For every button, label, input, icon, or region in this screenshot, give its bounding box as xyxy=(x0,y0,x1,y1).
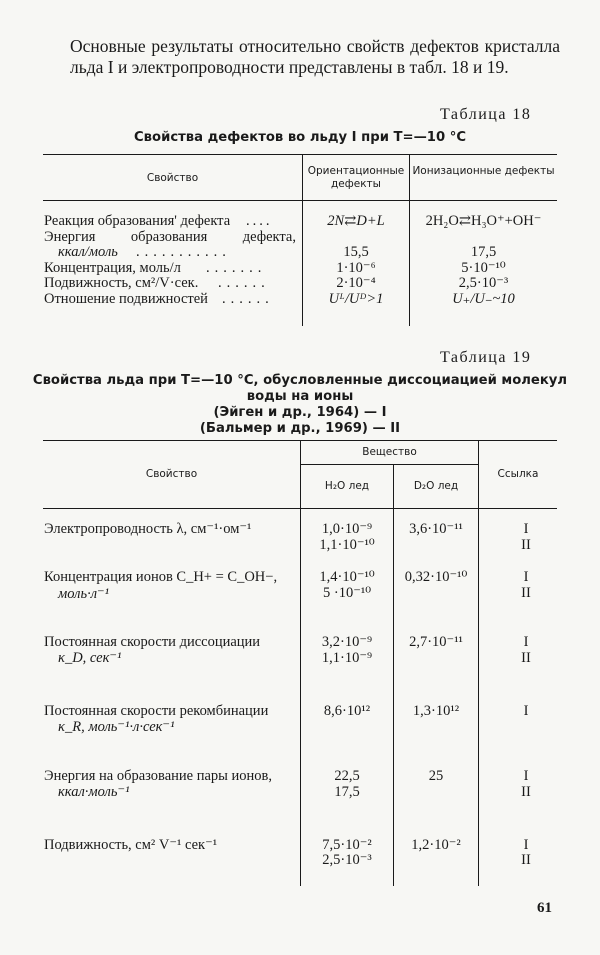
table18-title: Свойства дефектов во льду I при T=—10 °C xyxy=(134,130,466,145)
t19-row2-h2o-b: 5 ·10⁻¹⁰ xyxy=(322,585,372,601)
t18-row4-orient: 1·10⁻⁶ xyxy=(336,260,376,276)
table19-title-line2: воды на ионы xyxy=(246,389,354,404)
table18-header-orient: Ориентационные дефекты xyxy=(307,165,405,190)
t18-row5-orient: 2·10⁻⁴ xyxy=(336,275,376,291)
t19-row2-prop: Концентрация ионов C_H+ = C_OH−, xyxy=(44,569,278,585)
t19-row6-h2o-b: 2,5·10⁻³ xyxy=(322,852,372,868)
t18-row3-ion: 17,5 xyxy=(470,244,497,260)
t18-row3-dots: ........... xyxy=(136,244,231,260)
table19-title-line3: (Эйген и др., 1964) — I xyxy=(213,405,387,420)
t18-row6-dots: ...... xyxy=(222,291,274,307)
table19-header-ref: Ссылка xyxy=(497,468,539,480)
t18-row1-orient: 2N⇄D+L xyxy=(327,213,385,229)
t19-row5-h2o-a: 22,5 xyxy=(334,768,360,784)
t19-row3-d2o: 2,7·10⁻¹¹ xyxy=(409,634,463,650)
t19-row1-ref-a: I xyxy=(523,521,529,537)
t19-row4-prop: Постоянная скорости рекомбинации xyxy=(44,703,269,719)
t18-row5-dots: ...... xyxy=(218,275,270,291)
t19-row5-ref-b: II xyxy=(521,784,531,800)
t18-row4-ion: 5·10⁻¹⁰ xyxy=(461,260,506,276)
t19-row2-ref-b: II xyxy=(521,585,531,601)
t19-row1-h2o-b: 1,1·10⁻¹⁰ xyxy=(319,537,375,553)
table18-caption: Таблица 18 xyxy=(440,106,532,123)
t18-row3-orient: 15,5 xyxy=(343,244,369,260)
t18-row4-dots: ....... xyxy=(206,260,267,276)
table18-header-property: Свойство xyxy=(146,172,199,184)
t19-row6-ref-b: II xyxy=(521,852,531,868)
t18-row1-ion: 2H₂O⇄H₃O⁺+OH⁻ xyxy=(425,213,542,229)
t19-row6-ref-a: I xyxy=(523,837,529,853)
table19-header-h2o: H₂O лед xyxy=(324,480,370,492)
table18-header-rule xyxy=(43,200,557,201)
t19-row6-h2o-a: 7,5·10⁻² xyxy=(322,837,372,853)
table19-substance-rule xyxy=(300,464,478,465)
table18-header-ion: Ионизационные дефекты xyxy=(412,165,555,177)
t18-row6-prop: Отношение подвижностей xyxy=(44,291,208,307)
page-number: 61 xyxy=(537,900,552,916)
t18-row6-ion: U₊/U₋~10 xyxy=(452,291,515,307)
table18-top-rule xyxy=(43,154,557,155)
t19-row1-h2o-a: 1,0·10⁻⁹ xyxy=(321,521,373,537)
t19-row1-d2o: 3,6·10⁻¹¹ xyxy=(409,521,463,537)
t19-row1-ref-b: II xyxy=(521,537,531,553)
table19-title-line4: (Бальмер и др., 1969) — II xyxy=(199,421,401,436)
t19-row3-prop: Постоянная скорости диссоциации xyxy=(44,634,261,650)
t18-row5-prop: Подвижность, см²/V·сек. xyxy=(44,275,199,291)
t19-row6-d2o: 1,2·10⁻² xyxy=(411,837,461,853)
t19-row3-ref-b: II xyxy=(521,650,531,666)
t19-row5-h2o-b: 17,5 xyxy=(334,784,360,800)
t18-row6-orient: Uᴸ/Uᴰ>1 xyxy=(328,291,384,307)
t19-row5-prop: Энергия на образование пары ионов, xyxy=(44,768,273,784)
t19-row5-ref-a: I xyxy=(523,768,529,784)
intro-paragraph: Основные результаты относительно свойств дефектов кристалла льда I и электропроводности представлены в табл. 18 и 19. xyxy=(70,36,560,77)
t18-row1-dots: .... xyxy=(246,213,273,229)
t19-row1-prop: Электропроводность λ, см⁻¹·ом⁻¹ xyxy=(44,521,252,537)
t19-row4-d2o: 1,3·10¹² xyxy=(412,703,460,719)
table19-header-substance: Вещество xyxy=(362,446,417,458)
table19-title-line1: Свойства льда при T=—10 °С, обусловленные диссоциацией молекул xyxy=(32,373,568,388)
t19-row2-prop-units: моль·л⁻¹ xyxy=(58,586,110,602)
table19-header-d2o: D₂O лед xyxy=(413,480,459,492)
t18-row4-prop: Концентрация, моль/л xyxy=(44,260,181,276)
t19-row4-ref-a: I xyxy=(523,703,529,719)
t19-row3-prop-units: κ_D, сек⁻¹ xyxy=(58,650,122,666)
t19-row3-h2o-b: 1,1·10⁻⁹ xyxy=(321,650,373,666)
t19-row4-h2o-a: 8,6·10¹² xyxy=(323,703,371,719)
table19-header-property: Свойство xyxy=(145,468,198,480)
t19-row5-d2o: 25 xyxy=(428,768,444,784)
t19-row6-prop: Подвижность, см² V⁻¹ сек⁻¹ xyxy=(44,837,218,853)
t19-row3-ref-a: I xyxy=(523,634,529,650)
t19-row5-prop-units: ккал·моль⁻¹ xyxy=(58,784,130,800)
t18-row2-prop: Энергия образования дефекта, xyxy=(44,229,296,245)
t19-row3-h2o-a: 3,2·10⁻⁹ xyxy=(321,634,373,650)
t19-row4-prop-units: κ_R, моль⁻¹·л·сек⁻¹ xyxy=(58,719,175,735)
t19-row2-d2o: 0,32·10⁻¹⁰ xyxy=(404,569,468,585)
t18-row5-ion: 2,5·10⁻³ xyxy=(458,275,509,291)
table19-caption: Таблица 19 xyxy=(440,349,532,366)
t18-row1-prop: Реакция образования' дефекта xyxy=(44,213,231,229)
t19-row2-ref-a: I xyxy=(523,569,529,585)
t19-row2-h2o-a: 1,4·10⁻¹⁰ xyxy=(319,569,375,585)
t18-row3-prop: ккал/моль xyxy=(58,244,118,260)
